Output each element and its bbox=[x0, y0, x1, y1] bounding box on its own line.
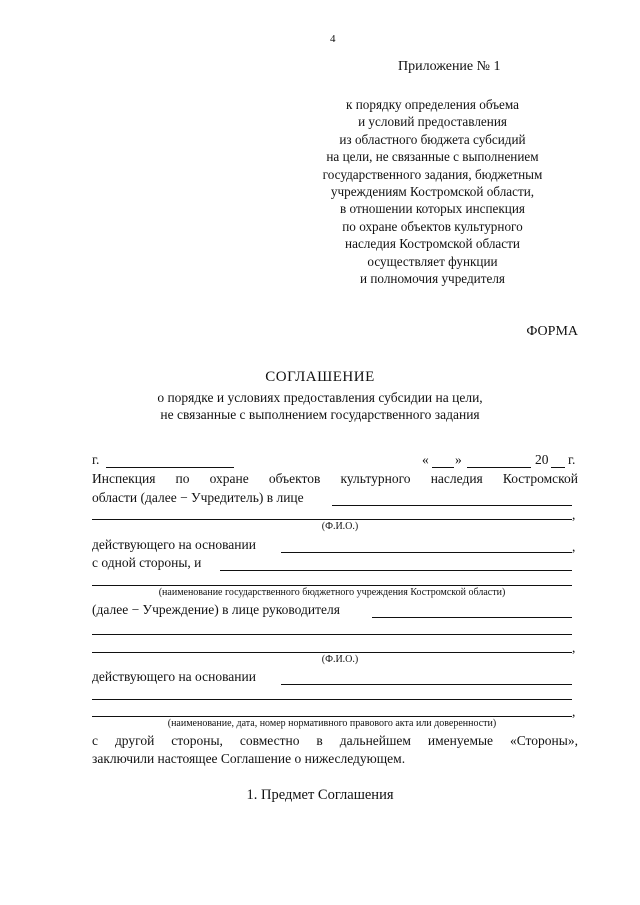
year-field[interactable] bbox=[551, 467, 565, 468]
city-prefix: г. bbox=[92, 452, 100, 467]
other-side-word: другой bbox=[114, 733, 155, 748]
other-side-word: с bbox=[92, 733, 98, 748]
institution-basis-field-1[interactable] bbox=[281, 684, 572, 685]
appendix-line: из областного бюджета субсидий bbox=[339, 131, 526, 147]
institution-caption: (наименование государственного бюджетного учреждения Костромской области) bbox=[158, 587, 506, 598]
date-open-quote: « bbox=[422, 452, 429, 467]
appendix-line: государственного задания, бюджетным bbox=[322, 166, 543, 182]
other-side-word: стороны, bbox=[171, 733, 223, 748]
year-prefix: 20 bbox=[535, 452, 549, 467]
head-representative-field-2[interactable] bbox=[92, 634, 572, 635]
appendix-line: и условий предоставления bbox=[358, 114, 507, 130]
comma: , bbox=[572, 704, 576, 719]
fio-caption: (Ф.И.О.) bbox=[321, 654, 359, 665]
comma: , bbox=[572, 640, 576, 655]
inspection-line bbox=[92, 471, 578, 487]
day-field[interactable] bbox=[432, 467, 454, 468]
legal-act-caption: (наименование, дата, номер нормативного правового акта или доверенности) bbox=[167, 718, 497, 729]
inspection-word: культурного bbox=[340, 471, 411, 486]
inspection-word: Инспекция bbox=[92, 471, 156, 486]
month-field[interactable] bbox=[467, 467, 531, 468]
concluded-line: заключили настоящее Соглашение о нижеследующем. bbox=[92, 751, 406, 766]
inspection-word: по bbox=[175, 471, 190, 486]
year-suffix: г. bbox=[568, 452, 576, 467]
page-number: 4 bbox=[330, 33, 336, 45]
city-field[interactable] bbox=[106, 467, 234, 468]
institution-name-field-2[interactable] bbox=[92, 585, 572, 586]
other-side-word: в bbox=[316, 733, 323, 748]
appendix-title: Приложение № 1 bbox=[398, 59, 501, 74]
institution-name-field-1[interactable] bbox=[220, 570, 572, 571]
acting-basis-label: действующего на основании bbox=[92, 669, 256, 684]
section-title: 1. Предмет Соглашения bbox=[246, 787, 394, 803]
inspection-word: объектов bbox=[268, 471, 321, 486]
appendix-line: по охране объектов культурного bbox=[342, 218, 523, 234]
founder-basis-field[interactable] bbox=[281, 552, 572, 553]
appendix-line: учреждениям Костромской области, bbox=[330, 184, 535, 200]
other-side-line bbox=[92, 733, 578, 749]
comma: , bbox=[572, 539, 576, 554]
comma: , bbox=[572, 507, 576, 522]
appendix-line: на цели, не связанные с выполнением bbox=[326, 149, 539, 165]
appendix-description bbox=[300, 96, 565, 287]
agreement-subtitle-line-2: не связанные с выполнением государственного задания bbox=[160, 407, 480, 422]
other-side-word: совместно bbox=[239, 733, 300, 748]
head-representative-field-1[interactable] bbox=[372, 617, 572, 618]
other-side-word: именуемые bbox=[427, 733, 494, 748]
inspection-word: охране bbox=[209, 471, 249, 486]
appendix-line: осуществляет функции bbox=[367, 253, 498, 269]
founder-line: области (далее − Учредитель) в лице bbox=[92, 490, 304, 505]
agreement-subtitle-line-1: о порядке и условиях предоставления субсидии на цели, bbox=[157, 390, 483, 405]
institution-basis-field-2[interactable] bbox=[92, 699, 572, 700]
fio-caption: (Ф.И.О.) bbox=[321, 521, 359, 532]
agreement-subtitle bbox=[0, 389, 640, 423]
head-fio-field[interactable] bbox=[92, 652, 572, 653]
agreement-title: СОГЛАШЕНИЕ bbox=[265, 369, 375, 385]
other-side-word: дальнейшем bbox=[339, 733, 411, 748]
inspection-word: наследия bbox=[430, 471, 483, 486]
acting-basis-label: действующего на основании bbox=[92, 537, 256, 552]
appendix-line: наследия Костромской области bbox=[345, 236, 520, 252]
appendix-line: и полномочия учредителя bbox=[360, 271, 505, 287]
inspection-word: Костромской bbox=[502, 471, 578, 486]
forma-label: ФОРМА bbox=[526, 324, 578, 339]
appendix-line: к порядку определения объема bbox=[346, 97, 519, 112]
one-side-label: с одной стороны, и bbox=[92, 555, 202, 570]
founder-representative-field[interactable] bbox=[332, 505, 572, 506]
founder-fio-field[interactable] bbox=[92, 519, 572, 520]
date-close-quote: » bbox=[455, 452, 462, 467]
institution-basis-field-3[interactable] bbox=[92, 716, 572, 717]
other-side-word: «Стороны», bbox=[509, 733, 578, 748]
appendix-line: в отношении которых инспекция bbox=[340, 201, 525, 217]
institution-line: (далее − Учреждение) в лице руководителя bbox=[92, 602, 340, 617]
